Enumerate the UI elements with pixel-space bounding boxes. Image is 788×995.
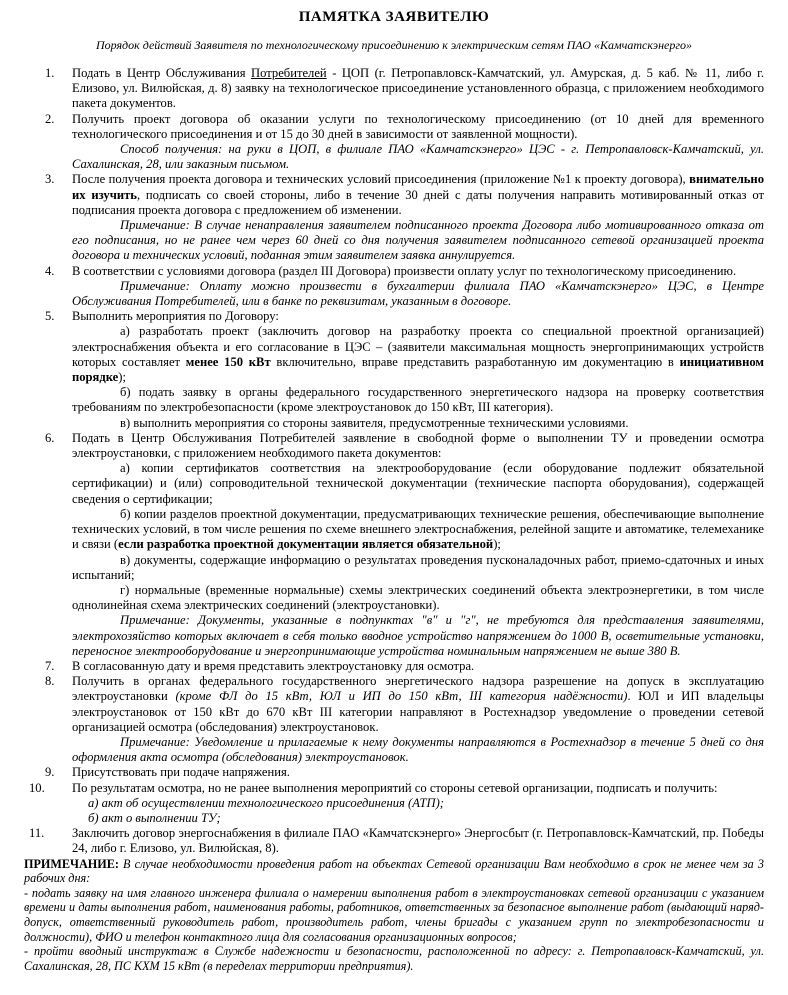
bottom-note-paragraph: - пройти вводный инструктаж в Службе надежности и безопасности, расположенной по адресу: г. Петропавловск-Камчатский, ул. Сахалинская, 28, ПС КХМ 15 кВт (в переделах территории предприятия). xyxy=(24,944,764,973)
item-number: 9. xyxy=(45,765,55,780)
item-text: Подать в Центр Обслуживания xyxy=(72,66,252,80)
list-item xyxy=(24,765,764,780)
item-number: 10. xyxy=(29,780,45,795)
subitem: б) подать заявку в органы федерального государственного энергетического надзора на проверку соответствия требованиям по электробезопасности (кроме электроустановок до 150 кВт, III категория). xyxy=(72,385,764,415)
subitem xyxy=(72,507,764,553)
subitem: а) акт об осуществлении технологического присоединения (АТП); xyxy=(88,795,444,810)
list-item xyxy=(24,264,764,310)
document-title: ПАМЯТКА ЗАЯВИТЕЛЮ xyxy=(298,9,490,25)
subitem-text-bold: если разработка проектной документации является обязательной xyxy=(118,537,494,552)
item-number: 7. xyxy=(45,658,55,673)
item-text: . ЮЛ и ИП владельцы электроустановок от 150 кВт до 670 кВт III категории направляют в Ростехнадзор уведомление о проведении сетевой организацией осмотра (обследования) электроустановок. xyxy=(72,689,764,734)
item-text-underlined: Потребителей xyxy=(251,66,327,80)
item-number: 11. xyxy=(29,826,45,841)
subitem: в) документы, содержащие информацию о результатах проведения пусконаладочных работ, приемо-сдаточных и иных испытаний; xyxy=(72,552,764,582)
item-note: Примечание: В случае ненаправления заявителем подписанного проекта Договора либо мотивированного отказа от его подписания, но не ранее чем через 60 дней со дня получения заявителем подписанного сетевой организацией проекта договора и технических условий, поданная этим заявителем заявка аннулируется. xyxy=(72,218,764,263)
item-text: Получить проект договора об оказании услуги по технологическому присоединению (от 10 дней для временного технологического присоединения и от 15 до 30 дней в зависимости от заявленной мощности). xyxy=(72,111,764,141)
list-item xyxy=(24,112,764,173)
item-text: Заключить договор энергоснабжения в филиале ПАО «Камчатскэнерго» Энергосбыт (г. Петропавловск-Камчатский, пр. Победы 24, либо г. Елизово, ул. Вилюйская, 8). xyxy=(72,826,764,856)
subitem-text-bold: менее 150 кВт xyxy=(185,354,271,369)
item-number: 2. xyxy=(45,111,55,126)
item-text: После получения проекта договора и технических условий присоединения (приложение №1 к проекту договора), xyxy=(72,172,690,187)
item-number: 5. xyxy=(45,309,55,324)
item-text: - ЦОП (г. Петропавловск-Камчатский, ул. Амурская, д. 5 каб. № 11, либо г. Елизово, ул. Вилюйская, д. 8) заявку на технологическое присоединение установленного образца, с приложением необходимого пакета документов. xyxy=(72,66,764,111)
item-note: Способ получения: на руки в ЦОП, в филиале ПАО «Камчатскэнерго» ЦЭС - г. Петропавловск-Камчатский, ул. Сахалинская, 28, или заказным письмом. xyxy=(72,142,764,172)
subitem-text: б) копии разделов проектной документации, предусматривающих технические решения, обеспечивающие выполнение технических условий, в том числе решения по схеме внешнего электроснабжения, релейной защите и автоматике, телемеханике и связи ( xyxy=(72,506,764,552)
item-note: Примечание: Уведомление и прилагаемые к нему документы направляются в Ростехнадзор в течение 5 дней со дня оформления акта осмотра (обследования) электроустановок. xyxy=(72,734,764,765)
item-number: 8. xyxy=(45,674,55,689)
item-number: 4. xyxy=(45,263,55,278)
item-text: Получить в органах федерального государственного энергетического надзора разрешение на допуск в эксплуатацию электроустановки xyxy=(72,674,764,704)
subitem: в) выполнить мероприятия со стороны заявителя, предусмотренные техническими условиями. xyxy=(120,415,629,430)
item-text: Выполнить мероприятия по Договору: xyxy=(72,309,279,324)
instruction-list xyxy=(24,66,764,973)
subitem-text: ); xyxy=(493,537,501,552)
list-item xyxy=(24,826,764,856)
list-item xyxy=(24,309,764,431)
item-number: 3. xyxy=(45,172,55,187)
item-number: 6. xyxy=(45,430,55,445)
item-text: По результатам осмотра, но не ранее выполнения мероприятий со стороны сетевой организации, подписать и получить: xyxy=(72,780,718,795)
bottom-note-text: В случае необходимости проведения работ на объектах Сетевой организации Вам необходимо в срок не менее чем за 3 рабочих дня: xyxy=(24,856,764,886)
bottom-note-heading: ПРИМЕЧАНИЕ: xyxy=(24,856,119,871)
item-text: В согласованную дату и время представить электроустановку для осмотра. xyxy=(72,658,475,673)
item-text: Подать в Центр Обслуживания Потребителей заявление в свободной форме о выполнении ТУ и проведении осмотра электроустановки, с приложением необходимого пакета документов: xyxy=(72,430,764,461)
subitem: г) нормальные (временные нормальные) схемы электрических соединений объекта электроэнергетики, в том числе однолинейная схема электрических соединений (электроустановки). xyxy=(72,582,764,613)
item-number: 1. xyxy=(45,66,55,80)
document-subtitle: Порядок действий Заявителя по технологическому присоединению к электрическим сетям ПАО «Камчатскэнерго» xyxy=(95,38,693,52)
item-text-italic: (кроме ФЛ до 15 кВт, ЮЛ и ИП до 150 кВт, III категория надёжности) xyxy=(175,689,628,704)
subitem: а) копии сертификатов соответствия на электрооборудование (если оборудование подлежит обязательной сертификации) и (или) сопроводительной технической документации (технические паспорта оборудования), содержащей сведения о сертификации; xyxy=(72,461,764,506)
bottom-note-paragraph: - подать заявку на имя главного инженера филиала о намерении выполнения работ в электроустановках сетевой организации с указанием времени и даты выполнения работ, наименования работы, работников, ответственных за безопасное выполнение работ (выдающий наряд-допуск, ответственный руководитель работ, производитель работ, члены бригады с указанием групп по электробезопасности и должности), ФИО и телефон контактного лица для согласования организационных вопросов; xyxy=(24,885,764,944)
item-text: , подписать со своей стороны, либо в течение 30 дней с даты получения направить мотивированный отказ от подписания проекта договора с предложением об изменении. xyxy=(72,187,764,217)
list-item xyxy=(24,674,764,765)
item-text: В соответствии с условиями договора (раздел III Договора) произвести оплату услуг по технологическому присоединению. xyxy=(72,263,737,278)
list-item xyxy=(24,659,764,674)
subitem-text-bold: инициативном порядке xyxy=(72,354,764,385)
item-text: Присутствовать при подаче напряжения. xyxy=(72,765,290,780)
list-item xyxy=(24,431,764,659)
subitem-text: а) разработать проект (заключить договор на разработку проекта со специальной проектной организацией) электроснабжения объекта и его согласование в ЦЭС – (заявители максимальная мощность энергопринимающих устройств которых составляет xyxy=(72,324,764,369)
item-note: Примечание: Документы, указанные в подпунктах "в" и "г", не требуются для представления заявителями, электрохозяйство которых включает в себя только вводное устройство напряжением до 1000 В, осветительные установки, переносное электрооборудование и энергопринимающие устройства номинальным напряжением не выше 380 В. xyxy=(72,613,764,658)
list-item xyxy=(24,781,764,827)
subitem-text: ); xyxy=(118,370,126,385)
bottom-note-intro xyxy=(24,857,764,886)
subitem: б) акт о выполнении ТУ; xyxy=(88,810,221,825)
list-item xyxy=(24,66,764,112)
list-item xyxy=(24,172,764,263)
bottom-note xyxy=(24,857,764,974)
item-note: Примечание: Оплату можно произвести в бухгалтерии филиала ПАО «Камчатскэнерго» ЦЭС, в Центре Обслуживания Потребителей, или в банке по реквизитам, указанным в договоре. xyxy=(72,278,764,309)
item-text-bold: внимательно их изучить xyxy=(72,172,764,202)
subitem xyxy=(72,324,764,385)
subitem-text: включительно, вправе представить разработанную им документацию в xyxy=(270,354,680,369)
